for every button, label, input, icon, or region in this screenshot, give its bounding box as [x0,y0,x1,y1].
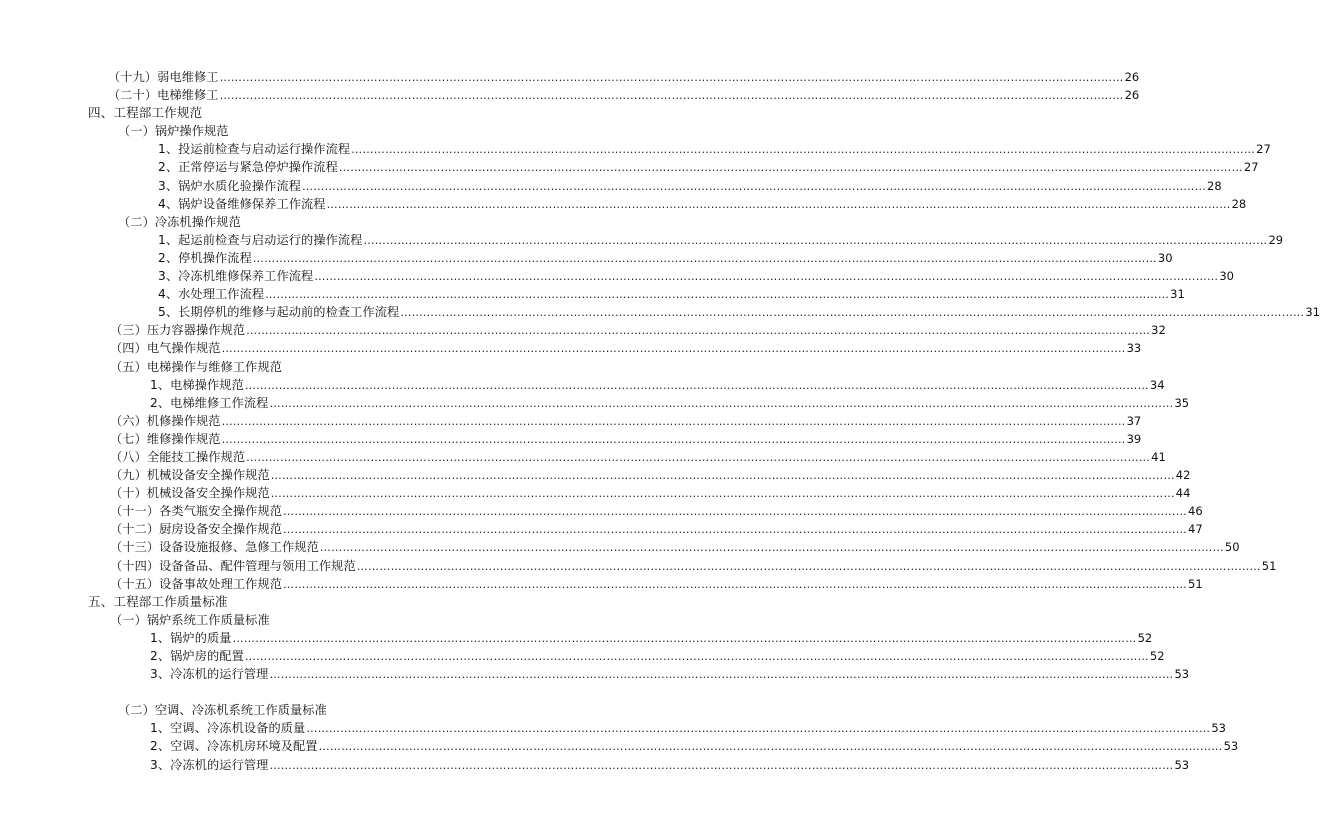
dot-leader: …………………………………………………………………………………………………………………………………………………………………………………………………………………… [269,668,1174,682]
toc-page-number: 35 [1174,395,1190,410]
toc-page-number: 53 [1174,667,1190,682]
toc-entry-title: （四）电气操作规范 [110,341,221,356]
toc-row [0,321,1166,339]
toc-page-number: 52 [1137,630,1153,645]
toc-page-number: 31 [1305,305,1320,320]
toc-page-number: 51 [1261,558,1277,573]
dot-leader: …………………………………………………………………………………………………………………………………………………………………………………………………………………… [319,541,1224,555]
toc-page-number: 34 [1149,377,1165,392]
toc-entry[interactable] [150,629,1153,648]
dot-leader: …………………………………………………………………………………………………………………………………………………………………………………………………………………… [363,233,1268,247]
toc-entry-title: （十五）设备事故处理工作规范 [110,576,283,591]
toc-entry-title: 3、冷冻机的运行管理 [150,757,269,772]
toc-row [0,557,1277,575]
toc-entry-title: （十三）设备设施报修、急修工作规范 [110,540,319,555]
toc-row [0,665,1190,683]
toc-entry-title: （二十）电梯维修工 [108,88,219,103]
dot-leader: …………………………………………………………………………………………………………………………………………………………………………………………………………………… [306,722,1211,736]
toc-entry[interactable] [110,466,1191,485]
toc-entry-title: 2、锅炉房的配置 [150,649,244,663]
toc-entry[interactable] [110,430,1142,449]
toc-entry-title: 5、长期停机的维修与起动前的检查工作流程 [158,305,400,320]
toc-page-number: 42 [1175,468,1191,483]
toc-page-number: 30 [1219,269,1234,284]
dot-leader: …………………………………………………………………………………………………………………………………………………………………………………………………………………… [244,378,1149,392]
dot-leader: …………………………………………………………………………………………………………………………………………………………………………………………………………………… [326,197,1231,211]
dot-leader: …………………………………………………………………………………………………………………………………………………………………………………………………………………… [246,324,1151,338]
toc-row [0,249,1173,267]
toc-page-number: 32 [1151,323,1166,338]
toc-entry-title: 3、冷冻机的运行管理 [150,667,269,682]
dot-leader: …………………………………………………………………………………………………………………………………………………………………………………………………………………… [270,487,1175,501]
dot-leader: …………………………………………………………………………………………………………………………………………………………………………………………………………………… [338,161,1243,175]
dot-leader: …………………………………………………………………………………………………………………………………………………………………………………………………………………… [265,288,1170,302]
toc-page-number: 50 [1224,540,1240,555]
toc-entry[interactable] [158,158,1259,177]
toc-entry-title: 1、锅炉的质量 [150,630,232,645]
toc-page-number: 53 [1223,739,1239,754]
toc-entry-title: （八）全能技工操作规范 [110,449,246,464]
toc-row [0,737,1239,755]
toc-entry[interactable] [110,358,282,376]
toc-row [0,267,1234,285]
toc-page-number: 51 [1188,576,1203,591]
toc-page-number: 46 [1188,504,1203,519]
dot-leader: …………………………………………………………………………………………………………………………………………………………………………………………………………………… [221,432,1126,446]
toc-entry-title: 2、停机操作流程 [158,250,252,265]
toc-entry-title: （一）锅炉操作规范 [118,124,229,139]
toc-page-number: 33 [1126,341,1142,356]
toc-entry-title: 2、正常停运与紧急停炉操作流程 [158,160,338,175]
toc-row [0,756,1190,774]
toc-row [0,611,579,629]
toc-row [0,538,1240,556]
toc-entry[interactable] [150,647,1165,666]
toc-page-number: 27 [1256,142,1271,157]
toc-entry[interactable] [110,412,1142,431]
toc-entry-title: 2、电梯维修工作流程 [150,395,269,410]
dot-leader: …………………………………………………………………………………………………………………………………………………………………………………………………………………… [270,469,1175,483]
toc-entry[interactable] [158,303,1320,322]
toc-entry[interactable] [110,557,1277,576]
toc-page-number: 26 [1124,70,1140,84]
toc-row [0,303,1320,321]
toc-entry[interactable] [110,611,270,629]
toc-entry-title: 1、电梯操作规范 [150,377,244,392]
toc-entry[interactable] [118,701,327,719]
toc-entry-title: 4、锅炉设备维修保养工作流程 [158,196,326,211]
toc-row [0,339,1142,357]
toc-row [0,195,1247,213]
toc-entry[interactable] [150,737,1239,756]
toc-row [0,520,1203,538]
toc-entry[interactable] [110,321,1166,340]
dot-leader: …………………………………………………………………………………………………………………………………………………………………………………………………………………… [219,89,1124,103]
dot-leader: …………………………………………………………………………………………………………………………………………………………………………………………………………………… [314,270,1219,284]
toc-row [0,430,1142,448]
toc-entry-title: 2、空调、冷冻机房环境及配置 [150,739,318,754]
toc-page-number: 31 [1170,287,1185,302]
toc-entry-title: （五）电梯操作与维修工作规范 [110,359,283,374]
toc-entry[interactable] [110,448,1166,467]
toc-entry[interactable] [150,376,1165,395]
toc-row [0,122,579,140]
toc-entry-title: 五、工程部工作质量标准 [88,593,228,609]
toc-entry[interactable] [110,538,1240,557]
toc-entry-title: （十）机械设备安全操作规范 [110,486,270,501]
toc-entry[interactable] [150,394,1190,413]
toc-entry-title: 4、水处理工作流程 [158,287,265,302]
toc-entry-title: （一）锅炉系统工作质量标准 [110,612,270,627]
toc-row [0,358,579,376]
toc-entry-title: （二）空调、冷冻机系统工作质量标准 [118,703,327,718]
toc-page-number: 30 [1157,250,1173,265]
toc-entry-title: （七）维修操作规范 [110,431,221,446]
toc-entry[interactable] [108,86,1140,105]
dot-leader: …………………………………………………………………………………………………………………………………………………………………………………………………………………… [252,251,1157,265]
toc-entry[interactable] [158,231,1284,250]
toc-row [0,231,1284,249]
toc-entry[interactable] [118,122,229,140]
toc-entry-title: 1、起运前检查与启动运行的操作流程 [158,232,363,247]
toc-page-number: 29 [1268,232,1284,247]
toc-row [0,68,1140,86]
toc-row [0,412,1142,430]
toc-page-number: 53 [1174,757,1190,772]
dot-leader: …………………………………………………………………………………………………………………………………………………………………………………………………………………… [244,650,1149,663]
toc-row [0,394,1190,412]
toc-entry-title: （九）机械设备安全操作规范 [110,468,270,483]
toc-entry[interactable] [158,195,1247,214]
toc-entry-title: （六）机修操作规范 [110,413,221,428]
toc-page-number: 26 [1124,88,1140,103]
dot-leader: …………………………………………………………………………………………………………………………………………………………………………………………………………………… [246,450,1151,464]
dot-leader: …………………………………………………………………………………………………………………………………………………………………………………………………………………… [219,71,1124,84]
toc-row [0,466,1191,484]
toc-row [0,86,1140,104]
toc-entry[interactable] [158,267,1234,286]
dot-leader: …………………………………………………………………………………………………………………………………………………………………………………………………………………… [232,631,1137,645]
table-of-contents [0,68,1320,774]
toc-page-number: 39 [1126,431,1142,446]
toc-page-number: 37 [1126,413,1142,428]
toc-entry-title: （十二）厨房设备安全操作规范 [110,522,283,537]
toc-row [0,158,1259,176]
toc-entry[interactable] [110,484,1191,503]
dot-leader: …………………………………………………………………………………………………………………………………………………………………………………………………………………… [302,179,1207,193]
toc-page-number: 47 [1188,522,1203,537]
toc-entry[interactable] [118,213,241,231]
toc-entry[interactable] [150,665,1190,684]
toc-entry[interactable] [158,140,1271,159]
toc-row [0,213,579,231]
toc-row [0,629,1153,647]
toc-entry[interactable] [150,719,1226,738]
toc-entry-title: （十四）设备备品、配件管理与领用工作规范 [110,558,356,573]
toc-row [0,376,1165,394]
toc-row [0,177,1222,195]
dot-leader: …………………………………………………………………………………………………………………………………………………………………………………………………………………… [356,559,1261,573]
toc-entry[interactable] [110,575,1203,594]
toc-row [0,593,579,611]
toc-entry[interactable] [110,520,1203,539]
toc-entry[interactable] [150,756,1190,775]
toc-row [0,448,1166,466]
dot-leader: …………………………………………………………………………………………………………………………………………………………………………………………………………………… [269,758,1174,772]
toc-entry-title: （三）压力容器操作规范 [110,323,246,338]
toc-row [0,140,1271,158]
toc-entry[interactable] [158,285,1185,304]
toc-row [0,104,579,122]
toc-page-number: 44 [1175,486,1191,501]
dot-leader: …………………………………………………………………………………………………………………………………………………………………………………………………………………… [283,523,1188,537]
toc-entry-title: 1、空调、冷冻机设备的质量 [150,721,306,736]
toc-entry-title: 1、投运前检查与启动运行操作流程 [158,142,351,157]
toc-page-number: 41 [1151,449,1166,464]
dot-leader: …………………………………………………………………………………………………………………………………………………………………………………………………………………… [400,306,1305,320]
toc-page-number: 52 [1149,649,1165,663]
toc-entry-title: （二）冷冻机操作规范 [118,214,241,229]
toc-entry-title: 3、冷冻机维修保养工作流程 [158,269,314,284]
dot-leader: …………………………………………………………………………………………………………………………………………………………………………………………………………………… [221,414,1126,428]
dot-leader: …………………………………………………………………………………………………………………………………………………………………………………………………………………… [318,740,1223,754]
toc-entry[interactable] [88,593,228,611]
toc-entry-title: （十九）弱电维修工 [108,70,219,84]
toc-row [0,683,579,701]
toc-row [0,575,1203,593]
toc-row [0,484,1191,502]
toc-row [0,647,1165,665]
dot-leader: …………………………………………………………………………………………………………………………………………………………………………………………………………………… [269,396,1174,410]
toc-row [0,285,1185,303]
toc-entry[interactable] [110,339,1142,358]
toc-entry[interactable] [158,177,1222,196]
toc-page-number: 28 [1207,178,1222,193]
toc-entry[interactable] [88,104,202,122]
dot-leader: …………………………………………………………………………………………………………………………………………………………………………………………………………………… [221,342,1126,356]
toc-entry-title: 四、工程部工作规范 [88,105,203,121]
toc-entry[interactable] [158,249,1173,268]
toc-page-number: 28 [1231,196,1247,211]
toc-row [0,701,579,719]
dot-leader: …………………………………………………………………………………………………………………………………………………………………………………………………………………… [351,143,1256,157]
toc-entry[interactable] [110,502,1203,521]
toc-entry-title: 3、锅炉水质化验操作流程 [158,178,302,193]
toc-page-number: 53 [1211,721,1226,736]
toc-page-number: 27 [1243,160,1259,175]
toc-entry-title: （十一）各类气瓶安全操作规范 [110,504,283,519]
toc-row [0,719,1226,737]
dot-leader: …………………………………………………………………………………………………………………………………………………………………………………………………………………… [283,577,1188,591]
dot-leader: …………………………………………………………………………………………………………………………………………………………………………………………………………………… [283,505,1188,519]
toc-row [0,502,1203,520]
toc-entry[interactable] [108,68,1140,87]
